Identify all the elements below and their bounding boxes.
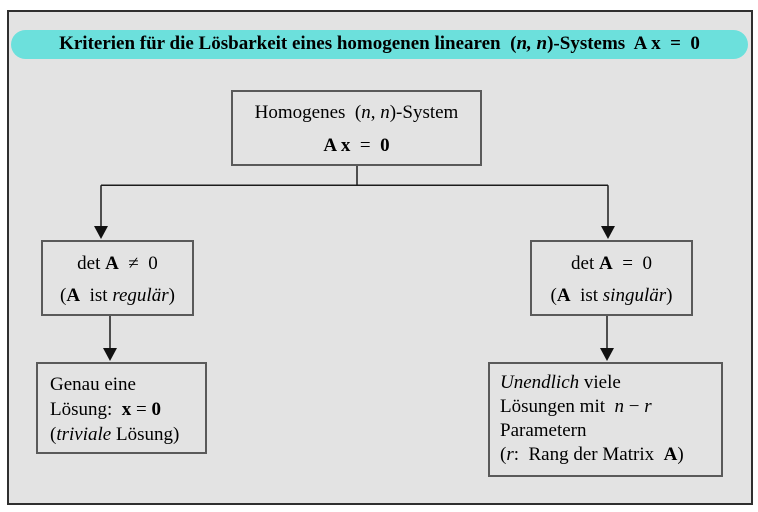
- text-line: Lösungen mit n − r: [500, 396, 652, 417]
- text-line: Kriterien für die Lösbarkeit eines homogenen linearen (n, n)-Systems A x = 0: [59, 33, 700, 54]
- text-line: Parametern: [500, 420, 587, 441]
- box-infinite-solutions: [488, 362, 723, 477]
- arrow-down-icon: [601, 226, 615, 239]
- text-line: A x = 0: [323, 135, 390, 156]
- text-line: det A ≠ 0: [77, 253, 158, 274]
- text-line: Lösung: x = 0: [50, 399, 161, 420]
- box-homogeneous-system: [231, 90, 482, 166]
- text-line: (r: Rang der Matrix A): [500, 444, 684, 465]
- text-line: (triviale Lösung): [50, 424, 180, 445]
- text-line: Unendlich viele: [500, 372, 621, 393]
- text-line: (A ist singulär): [550, 285, 673, 306]
- box-unique-solution: [36, 362, 207, 454]
- text-line: Genau eine: [50, 374, 136, 395]
- arrow-down-icon: [600, 348, 614, 361]
- text-line: (A ist regulär): [60, 285, 175, 306]
- arrow-down-icon: [103, 348, 117, 361]
- box-det-zero: [530, 240, 693, 316]
- text-line: det A = 0: [571, 253, 652, 274]
- text-line: Homogenes (n, n)-System: [254, 102, 459, 123]
- box-det-nonzero: [41, 240, 194, 316]
- title-banner: [11, 30, 748, 59]
- arrow-down-icon: [94, 226, 108, 239]
